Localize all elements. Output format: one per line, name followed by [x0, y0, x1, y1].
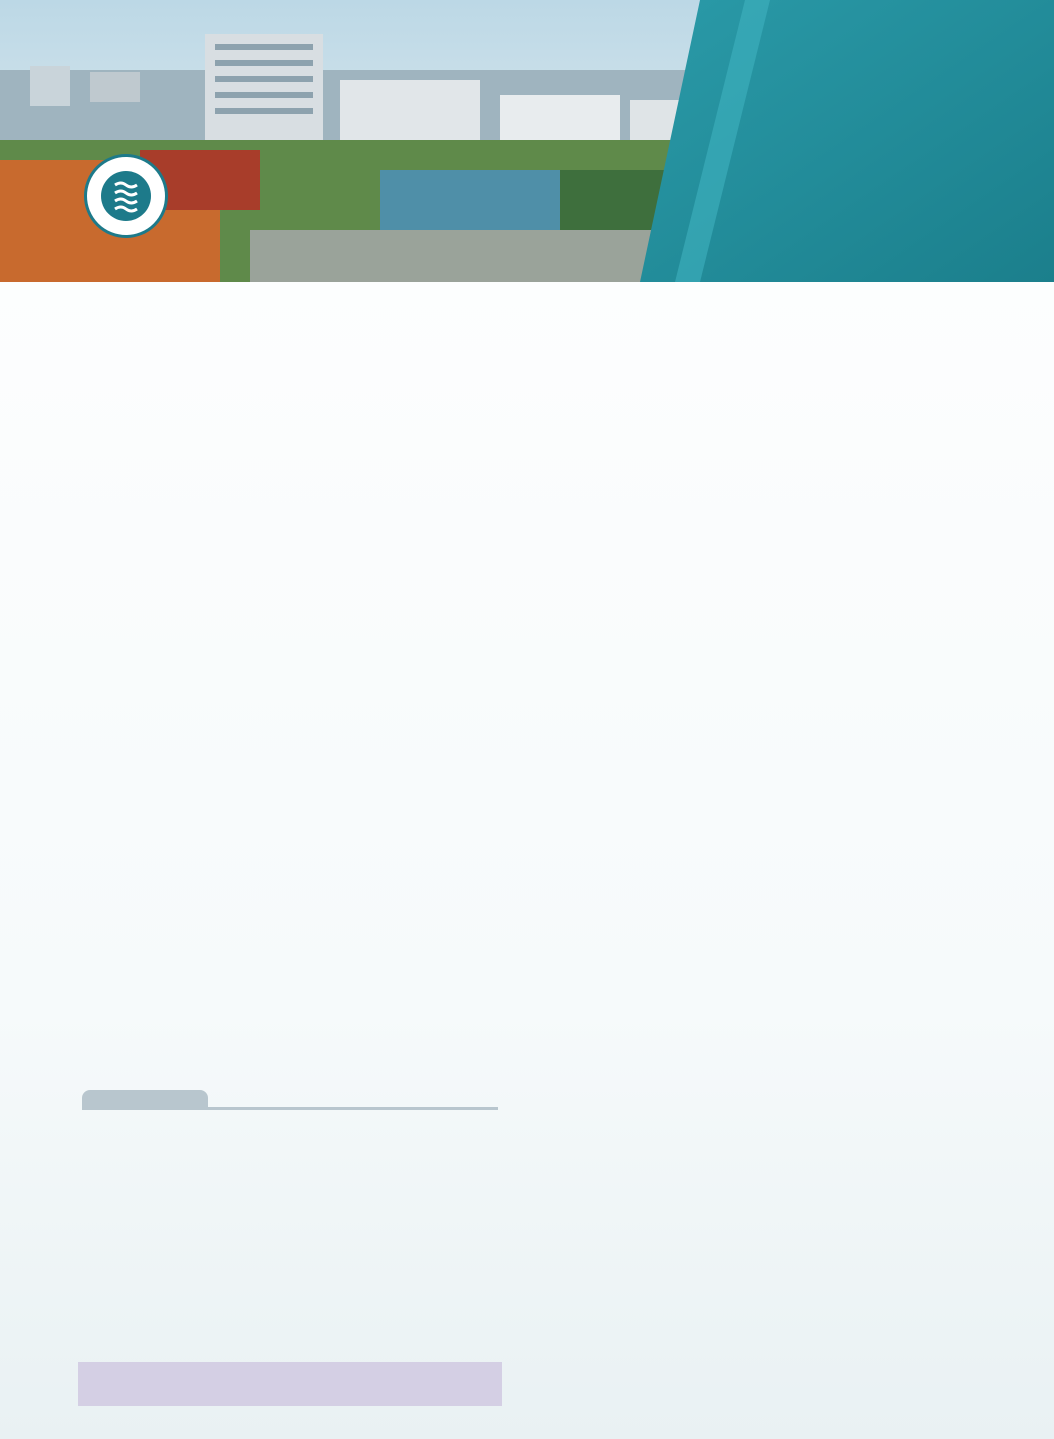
header-banner: [0, 0, 1054, 282]
class-schedule-table: [553, 1113, 976, 1407]
notes-divider: [82, 1107, 498, 1110]
campus-photo: [0, 0, 1054, 282]
school-logo: [84, 154, 168, 238]
logo-waves-icon: [111, 179, 141, 213]
events-notes: [74, 1090, 544, 1390]
holiday-notice: [78, 1362, 502, 1406]
